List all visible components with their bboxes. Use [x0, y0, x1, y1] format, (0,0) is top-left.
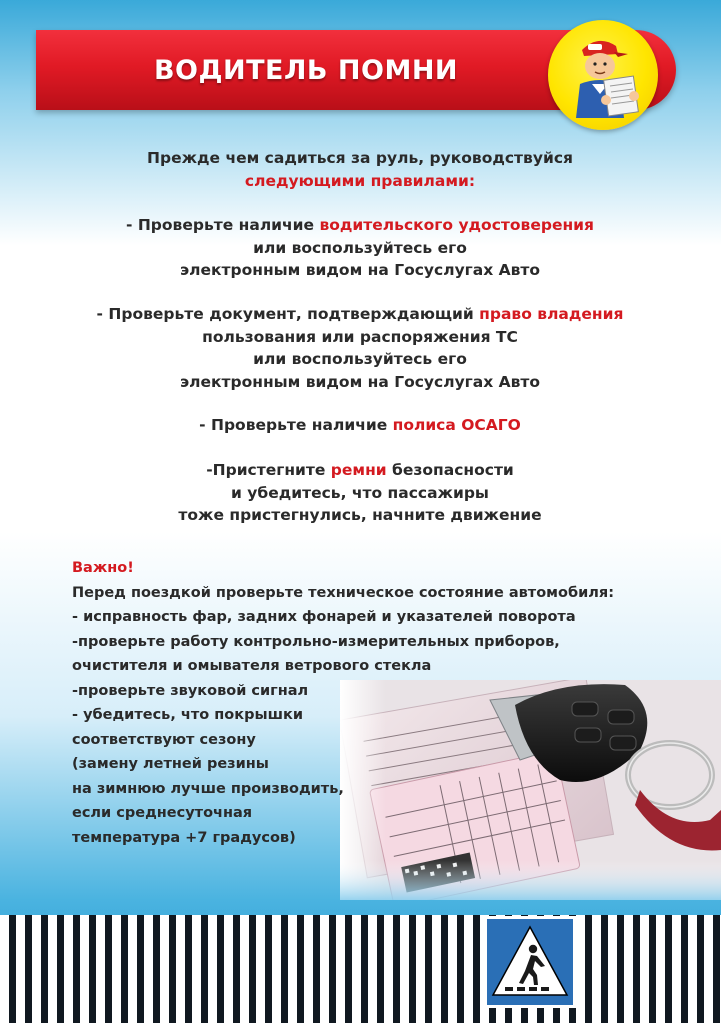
pedestrian-crossing-icon: [484, 916, 576, 1008]
important-line: Перед поездкой проверьте техническое состояние автомобиля:: [72, 584, 614, 601]
rule-highlight: право владения: [479, 305, 624, 323]
important-line: если среднесуточная: [72, 805, 253, 821]
zebra-crossing-stripes: [0, 915, 721, 1023]
important-block: [72, 556, 672, 850]
rule-highlight: полиса ОСАГО: [392, 416, 521, 434]
important-line: -проверьте работу контрольно-измерительных приборов,: [72, 633, 560, 650]
important-line: соответствуют сезону: [72, 731, 256, 748]
important-line: температура +7 градусов): [72, 829, 296, 846]
rule-line: или воспользуйтесь его: [253, 238, 467, 257]
intro-block: [60, 147, 660, 192]
important-line: очистителя и омывателя ветрового стекла: [72, 658, 432, 674]
important-heading: Важно!: [72, 560, 134, 576]
rule-line: и убедитесь, что пассажиры: [231, 483, 489, 502]
important-line: -проверьте звуковой сигнал: [72, 682, 309, 699]
rule-line: или воспользуйтесь его: [253, 350, 467, 368]
rule-line: пользования или распоряжения ТС: [202, 327, 518, 346]
rule-license: [60, 214, 660, 282]
important-line: - исправность фар, задних фонарей и указателей поворота: [72, 609, 576, 625]
rule-text: - Проверьте наличие: [199, 416, 393, 434]
important-line: (замену летней резины: [72, 756, 269, 772]
intro-line-2: следующими правилами:: [244, 171, 476, 190]
intro-line-1: Прежде чем садиться за руль, руководствуйся: [147, 149, 573, 167]
rule-line: электронным видом на Госуслугах Авто: [179, 372, 541, 391]
rule-text: - Проверьте наличие: [126, 216, 320, 234]
rule-ownership: [60, 303, 660, 393]
rule-heading: [60, 414, 660, 437]
rule-osago: [60, 414, 660, 437]
important-line: - убедитесь, что покрышки: [72, 707, 303, 723]
driver-reading-icon: [548, 20, 658, 130]
rule-text: -Пристегните: [206, 461, 331, 479]
rule-highlight: водительского удостоверения: [319, 216, 594, 234]
rule-line: тоже пристегнулись, начните движение: [178, 506, 542, 524]
rule-heading: [60, 459, 660, 482]
rule-seatbelts: [60, 459, 660, 527]
rule-text-suffix: безопасности: [386, 461, 514, 479]
important-line: на зимнюю лучше производить,: [72, 780, 344, 797]
rule-line: электронным видом на Госуслугах Авто: [179, 261, 541, 279]
rule-highlight: ремни: [330, 461, 387, 479]
page-title: ВОДИТЕЛЬ ПОМНИ: [153, 54, 459, 86]
rule-heading: [60, 303, 660, 326]
rule-heading: [60, 214, 660, 237]
rule-text: - Проверьте документ, подтверждающий: [96, 305, 480, 323]
